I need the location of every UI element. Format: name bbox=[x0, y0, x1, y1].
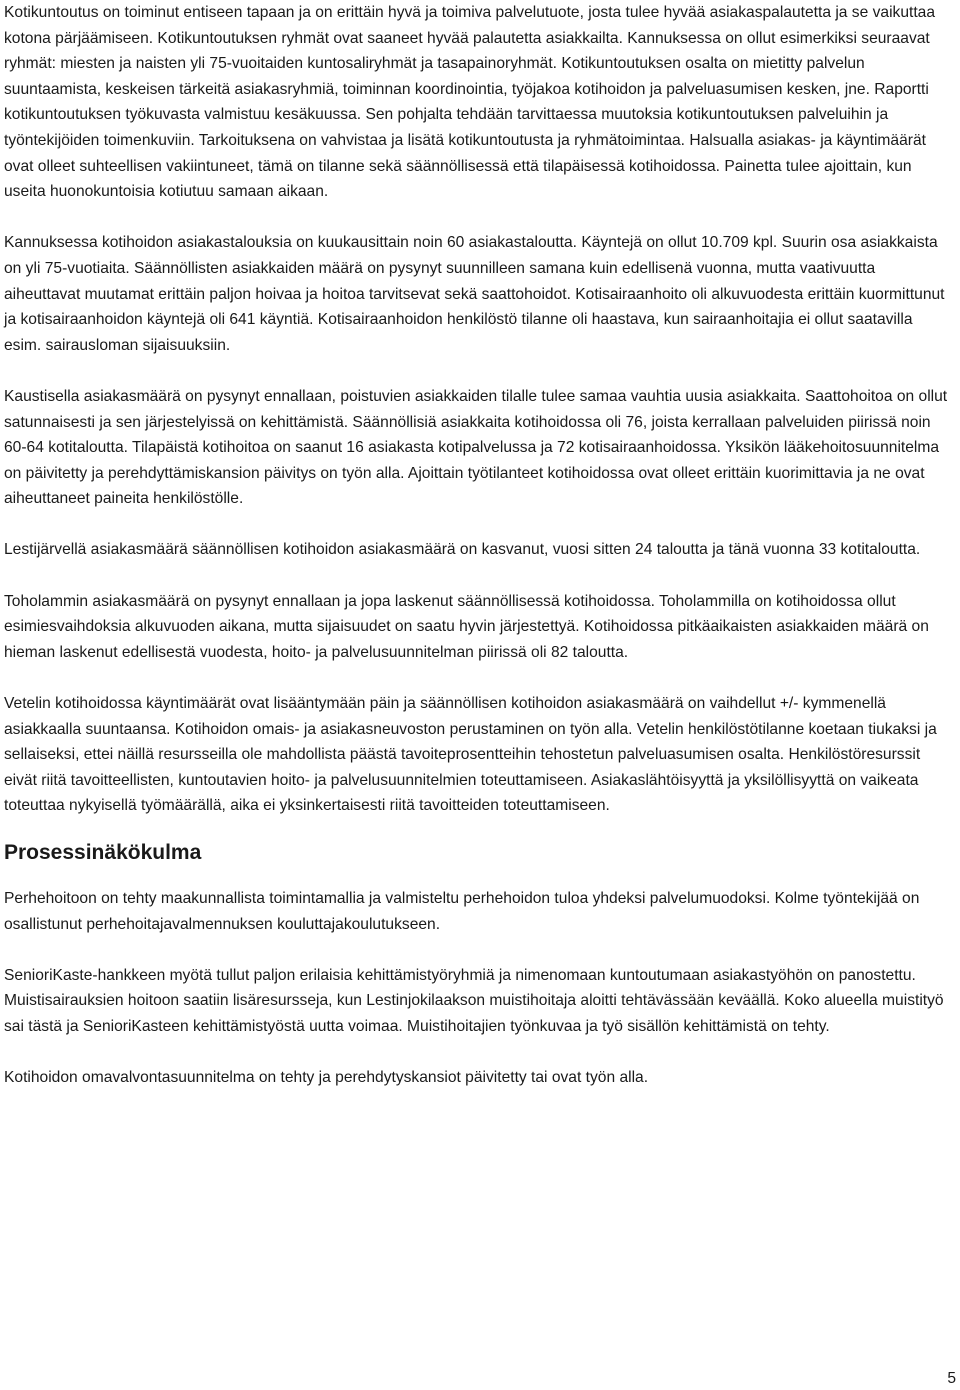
paragraph-omavalvonta: Kotihoidon omavalvontasuunnitelma on tehty ja perehdytyskansiot päivitetty tai ovat työn alla. bbox=[4, 1069, 649, 1087]
paragraph-kannus: Kannuksessa kotihoidon asiakastalouksia on kuukausittain noin 60 asiakastaloutta. Käyntejä on ollut 10.709 kpl. Suurin osa asiakkaista on yli 75-vuotiaita. Säännöllisten asiakkaiden määrä on pysynyt suunnilleen samana kuin edellisenä vuonna, mutta vaativuutta aiheuttavat muutamat erittäin paljon hoivaa ja hoitoa tarvitsevat sekä saattohoidot. Kotisairaanhoito oli alkuvuodesta erittäin kuormittunut ja kotisairaanhoidon käyntejä oli 641 käyntiä. Kotisairaanhoidon henkilöstö tilanne oli haastava, kun sairaanhoitajia ei ollut saatavilla esim. sairausloman sijaisuuksiin. bbox=[4, 234, 945, 354]
paragraph-seniorikaste: SenioriKaste-hankkeen myötä tullut paljon erilaisia kehittämistyöryhmiä ja nimenomaan kuntoutumaan asiakastyöhön on panostettu. Muistisairauksien hoitoon saatiin lisäresursseja, kun Lestinjokilaakson muistihoitaja aloitti tehtävässään keväällä. Koko alueella muistityö sai tästä ja SenioriKasteen kehittämistyöstä uutta voimaa. Muistihoitajien työnkuvaa ja työ sisällön kehittämistä on tehty. bbox=[4, 966, 944, 1035]
document-page bbox=[4, 0, 954, 1091]
paragraph-lestijarvi: Lestijärvellä asiakasmäärä säännöllisen kotihoidon asiakasmäärä on kasvanut, vuosi sitten 24 taloutta ja tänä vuonna 33 kotitaloutta. bbox=[4, 541, 921, 559]
paragraph-kaustinen: Kaustisella asiakasmäärä on pysynyt ennallaan, poistuvien asiakkaiden tilalle tulee samaa vauhtia uusia asiakkaita. Saattohoitoa on ollut satunnaisesti ja sen järjestelyissä on kehittämistä. Säännöllisiä asiakkaita kotihoidossa oli 76, joista kerrallaan palveluiden piirissä noin 60-64 kotitaloutta. Tilapäistä kotihoitoa on saanut 16 asiakasta kotipalvelussa ja 72 kotisairaanhoidossa. Yksikön lääkehoitosuunnitelma on päivitetty ja perehdyttämiskansion päivitys on työn alla. Ajoittain työtilanteet kotihoidossa ovat olleet erittäin kuorimittavia ja ne ovat aiheuttaneet paineita henkilöstölle. bbox=[4, 387, 948, 508]
paragraph-toholampi: Toholammin asiakasmäärä on pysynyt ennallaan ja jopa laskenut säännöllisessä kotihoidossa. Toholammilla on kotihoidossa ollut esimiesvaihdoksia alkuvuoden aikana, mutta sijaisuudet on saatu hyvin järjestettyä. Kotihoidossa pitkäaikaisten asiakkaiden määrä on hieman laskenut edellisestä vuodesta, hoito- ja palvelusuunnitelman piirissä oli 82 taloutta. bbox=[4, 592, 929, 661]
page-number: 5 bbox=[947, 1370, 956, 1387]
paragraph-veteli: Vetelin kotihoidossa käyntimäärät ovat lisääntymään päin ja säännöllisen kotihoidon asiakasmäärä on vaihdellut +/- kymmenellä asiakkaalla suuntaansa. Kotihoidon omais- ja asiakasneuvoston perustaminen on työn alla. Vetelin henkilöstötilanne koetaan tiukaksi ja sellaiseksi, ettei näillä resursseilla ole mahdollista päästä tavoiteprosentteihin tehostetun palveluasumisen osalta. Henkilöstöresurssit eivät riitä tavoitteellisten, kuntoutavien hoito- ja palvelusuunnitelmien toteuttamiseen. Asiakaslähtöisyyttä ja yksilöllisyyttä on vaikeata toteuttaa nykyisellä työmäärällä, aika ei yksinkertaisesti riitä tavoitteiden toteuttamiseen. bbox=[4, 695, 937, 815]
paragraph-kotikuntoutus: Kotikuntoutus on toiminut entiseen tapaan ja on erittäin hyvä ja toimiva palvelutuote, josta tulee hyvää asiakaspalautetta ja se vaikuttaa kotona pärjäämiseen. Kotikuntoutuksen ryhmät ovat saaneet hyvää palautetta asiakkailta. Kannuksessa on ollut esimerkiksi seuraavat ryhmät: miesten ja naisten yli 75-vuoitaiden kuntosaliryhmät ja tasapainoryhmät. Kotikuntoutuksen osalta on mietitty palvelun suuntaamista, keskeisen tärkeitä asiakasryhmiä, toiminnan koordinointia, työjakoa kotihoidon ja palveluasumisen kesken, jne. Raportti kotikuntoutuksen työkuvasta valmistuu kesäkuussa. Sen pohjalta tehdään tarvittaessa muutoksia kotikuntoutuksen palveluihin ja työntekijöiden toimenkuviin. Tarkoituksena on vahvistaa ja lisätä kotikuntoutusta ja ryhmätoimintaa. Halsualla asiakas- ja käyntimäärät ovat olleet suhteellisen vakiintuneet, tämä on tilanne sekä säännöllisessä että tilapäisessä kotihoidossa. Painetta tulee ajoittain, kun useita huonokuntoisia kotiutuu samaan aikaan. bbox=[4, 4, 936, 201]
paragraph-perhehoito: Perhehoitoon on tehty maakunnallista toimintamallia ja valmisteltu perhehoidon tuloa yhdeksi palvelumuodoksi. Kolme työntekijää on osallistunut perhehoitajavalmennuksen kouluttajakoulutukseen. bbox=[4, 890, 920, 933]
section-heading: Prosessinäkökulma bbox=[4, 841, 202, 864]
